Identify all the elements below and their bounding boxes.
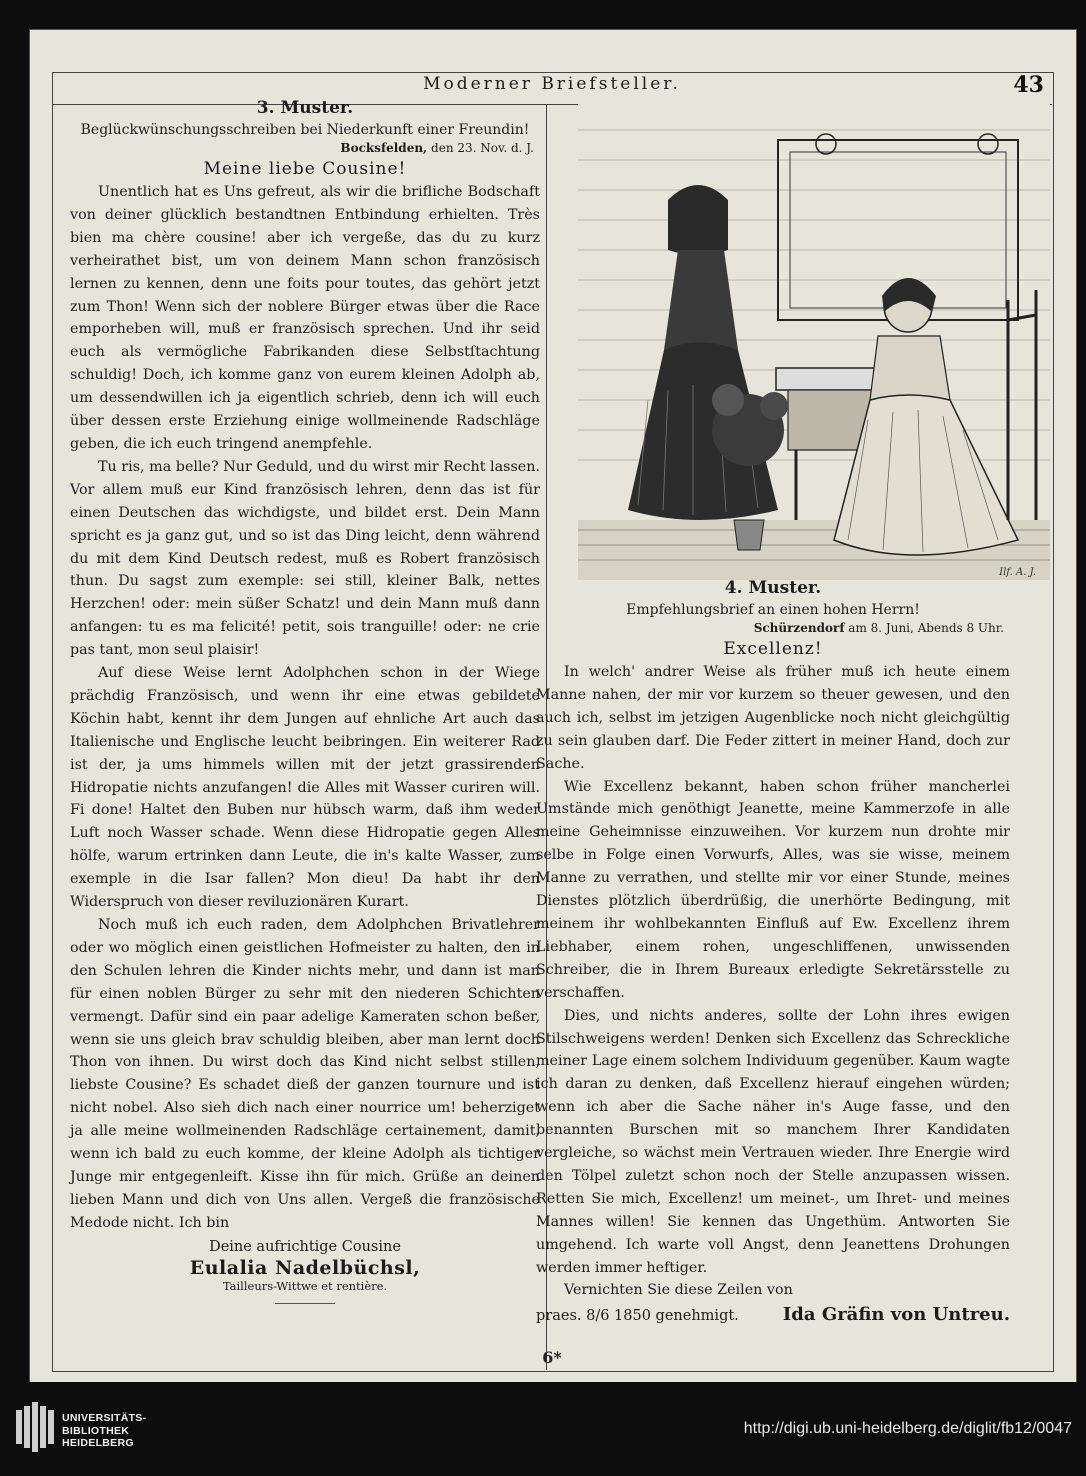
sheet-number: 6* [542,1348,562,1367]
section-title-4: 4. Muster. [724,578,822,598]
page-number: 43 [1013,72,1044,98]
letter-greeting: Excellenz! [723,639,823,659]
end-rule [275,1303,335,1304]
engraving-illustration [578,100,1050,580]
place-date-line [536,621,1004,635]
paragraph: Wie Excellenz bekannt, haben schon früher mancherlei Umstände mich genöthigt Jeanette, meine Kammerzofe in alle meine Geheimnisse einzuweihen. Vor kurzem nun drohte mir selbe in Folge einen Vorwurfs, Alles, was sie wisse, meinem Manne zu verrathen, und stellte mir vor einer Stunde, meines Dienstes plötzlich überdrüßig, die unerhörte Bedingung, mit meinem ihr wohlbekannten Einfluß auf Ew. Excellenz ihrem Liebhaber, einem rohen, ungeschliffenen, unwissenden Schreiber, die in Ihrem Bureaux erledigte Sekretärsstelle zu verschaffen. [536,778,1010,1001]
paragraph: Noch muß ich euch raden, dem Adolphchen Brivatlehrer oder wo möglich einen geistlichen Hofmeister zu halten, den in den Schulen lehren die Kinder nichts mehr, und dann ist man für einen noblen Bürger zu sehr mit den niederen Schichten vermengt. Dafür sind ein paar adelige Kameraten schon beßer, wenn sie uns gleich brav schuldig bleiben, aber man lernt doch Thon von ihnen. Du wirst doch das Kind nicht selbst stillen, liebste Cousine? Es schadet dieß der ganzen tournure und ist nicht nobel. Also sieh dich nach einer nourrice um! beherziget ja alle meine wollmeinenden Radschläge certainement, damit, wenn ich bald zu euch komme, der kleine Adolph als tichtiger Junge mir entgegenleift. Kisse ihn für mich. Grüße an deinen lieben Mann und dich von Uns allen. Vergeß die französische Medode nicht. Ich bin [70,917,540,1231]
paragraph: In welch' andrer Weise als früher muß ich heute einem Manne nahen, der mir vor kurzem so theuer gewesen, und den auch ich, selbst im jetzigen Augenblicke noch nicht gleichgültig zu sein glauben darf. Die Feder zittert in meiner Hand, doch zur Sache. [536,664,1010,772]
letter-closing: Deine aufrichtige Cousine [209,1238,401,1255]
approval-note: praes. 8/6 1850 genehmigt. [536,1308,739,1325]
artist-mark: Ilf. A. J. [999,567,1036,578]
library-line-3: HEIDELBERG [62,1437,134,1449]
right-column [536,578,1010,1325]
paragraph: Vernichten Sie diese Zeilen von [564,1282,793,1299]
signature-title: Tailleurs-Wittwe et rentière. [222,1278,388,1293]
section-subtitle-3: Beglückwünschungsschreiben bei Niederkunft einer Freundin! [80,122,530,138]
place-date-line [70,141,534,155]
permalink-url[interactable]: http://digi.ub.uni-heidelberg.de/diglit/fb12/0047 [743,1420,1072,1437]
section-title-3: 3. Muster. [256,98,354,118]
library-name [62,1412,146,1450]
left-column [70,98,540,1312]
library-logo-icon [12,1400,66,1454]
place-date: am 8. Juni, Abends 8 Uhr. [844,621,1004,635]
place-name: Bocksfelden, [340,141,428,155]
signature: Eulalia Nadelbüchsl, [189,1256,421,1279]
footer-bar [0,1382,1086,1476]
running-title: Moderner Briefsteller. [423,74,681,94]
paragraph: Dies, und nichts anderes, sollte der Lohn ihres ewigen Stilschweigens werden! Denken sich Excellenz das Schreckliche meiner Lage einem solchem Individuum gegenüber. Kaum wagte ich daran zu denken, daß Excellenz hierauf eingehen würden; wenn ich aber die Sache näher in's Auge fasse, und den benannten Burschen mit so manchem Ihrer Kandidaten vergleiche, so wächst mein Vertrauen wieder. Ihre Energie wird den Tölpel zuletzt schon noch der Stelle anzupassen wissen. Retten Sie mich, Excellenz! um meinet-, um Ihret- und meines Mannes willen! Sie kennen das Ungethüm. Antworten Sie umgehend. Ich warte voll Angst, denn Jeanettens Drohungen werden immer heftiger. [536,1007,1010,1276]
letter-greeting: Meine liebe Cousine! [203,159,407,179]
library-line-1: UNIVERSITÄTS- [62,1412,147,1424]
section-subtitle-4: Empfehlungsbrief an einen hohen Herrn! [626,602,920,618]
paragraph: Unentlich hat es Uns gefreut, als wir die brifliche Bodschaft von deiner glücklich bestandtnen Entbindung erhielten. Très bien ma chère cousine! aber ich vergeße, das du zu kurz verheirathet bist, um von deinem Mann schon französisch lernen zu kennen, denn une foits pour toutes, das gehört jetzt zum Thon! Wenn sich der noblere Bürger etwas über die Race emporheben will, muß er französisch sprechen. Und ihr seid euch als vermögliche Fabrikanden diese Selbstſtachtung schuldig! Doch, ich komme ganz von eurem kleinen Adolph ab, um dessendwillen ich ja eigentlich schrieb, denn ich will euch über dessen erste Erziehung einige wollmeinende Radschläge geben, die ich euch tringend anempfehle. [70,184,540,452]
library-line-2: BIBLIOTHEK [62,1424,130,1437]
place-date: den 23. Nov. d. J. [427,141,534,155]
paragraph: Tu ris, ma belle? Nur Geduld, und du wirst mir Recht lassen. Vor allem muß eur Kind französisch lehren, denn das ist für einen Deutschen das wichdigste, und bildet erst. Dein Mann spricht es ja ganz gut, und so ist das Ding leicht, denn während du mit dem Kind Deutsch redest, muß es Robert französisch thun. Du sagst zum exemple: sei still, kleiner Balk, nettes Herzchen! oder: mein süßer Schatz! und dein Mann muß dann anfangen: tu es ma felicité! petit, sois tranguille! oder: ne crie pas tant, mon seul plaisir! [70,458,540,659]
signature: Ida Gräfin von Untreu. [782,1304,1010,1326]
engraving-two-women-at-desk [578,100,1050,580]
place-name: Schürzendorf [753,621,845,635]
paragraph: Auf diese Weise lernt Adolphchen schon in der Wiege prächdig Französisch, und wenn ihr eine etwas gebildete Köchin habt, kennt ihr dem Jungen auf ehnliche Art auch das Italienische und Englische leucht beibringen. Ein weiterer Rad ist der, ja ums himmels willen mit der jetzt grassirenden Hidropatie nichts anzufangen! die Alles mit Wasser curiren will. Fi done! Haltet den Buben nur hübsch warm, daß ihm weder Luft noch Wasser schade. Wenn diese Hidropatie gegen Alles hölfe, warum ertrinken dann Leute, die in's kalte Wasser, zum exemple in die Isar fallen? Mon dieu! Da habt ihr den Widerspruch von dieser reviluzionären Kurart. [70,665,540,911]
approval-line [536,1304,1010,1325]
scanned-page [30,30,1076,1382]
